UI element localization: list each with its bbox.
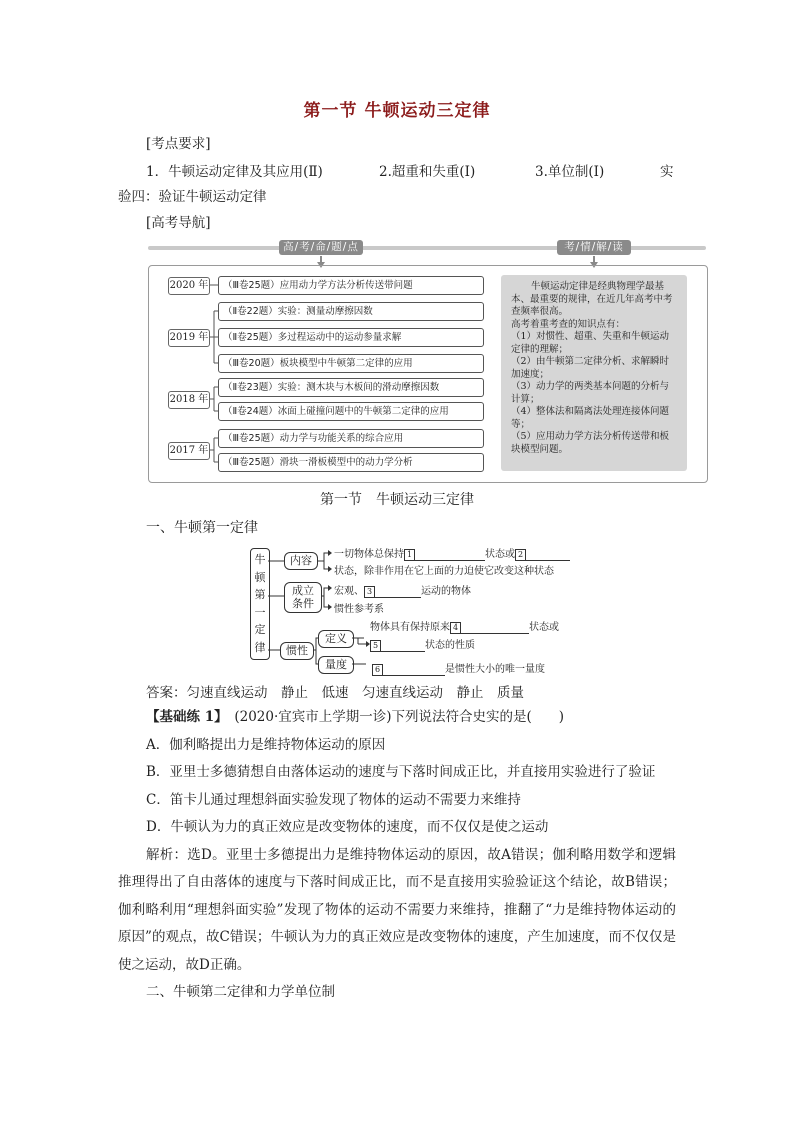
reading-line: （1）对惯性、超重、失重和牛顿运动定律的理解； [511,331,670,355]
node-chengli [284,582,322,613]
option-c: C．笛卡儿通过理想斜面实验发现了物体的运动不需要力来维持 [146,791,521,808]
year-2019: 2019 年 [168,329,210,347]
dingyi-line2 [370,636,475,652]
kaodian-label: [考点要求] [146,136,211,152]
node-guanxing: 惯性 [280,642,314,660]
reading-line: 高考着重考查的知识点有： [511,318,626,330]
exam-item: （Ⅲ卷25题）滑块一滑板模型中的动力学分析 [218,453,484,472]
chengli-text1-end: 运动的物体 [421,586,471,597]
chengli-line2: 惯性参考系 [334,604,384,615]
year-2017: 2017 年 [168,442,210,460]
option-d: D．牛顿认为力的真正效应是改变物体的速度，而不仅仅是使之运动 [146,819,549,835]
practice-question [118,704,676,732]
kaodian-item-1: 1．牛顿运动定律及其应用(Ⅱ) [146,164,323,180]
neirong-text1: 一切物体总保持 [334,549,404,560]
liangdu-text: 是惯性大小的唯一量度 [445,664,545,675]
kaodian-line2: 验四：验证牛顿运动定律 [118,189,267,205]
neirong-line2: 状态，除非作用在它上面的力迫使它改变这种状态 [334,566,554,577]
root-char: 定 [254,623,266,636]
banner-pill-right: 考/情/解/读 [557,240,631,255]
year-2020: 2020 年 [168,277,210,295]
root-char: 顿 [254,570,266,584]
exam-reading-box [501,275,687,471]
answer-line: 答案：匀速直线运动 静止 低速 匀速直线运动 静止 质量 [146,685,524,701]
exam-item: （Ⅱ卷24题）冰面上碰撞问题中的牛顿第二定律的应用 [218,402,484,421]
practice-question-text: (2020·宜宾市上学期一诊)下列说法符合史实的是( ) [220,709,565,725]
reading-line: 牛顿运动定律是经典物理学最基本、最重要的规律，在近几年高考中考查频率很高。 [511,281,673,317]
kaodian-item-3: 3.单位制(Ⅰ) [535,164,605,180]
reading-line: （5）应用动力学方法分析传送带和板块模型问题。 [511,431,670,455]
exam-item: （Ⅱ卷25题）多过程运动中的运动参量求解 [218,328,484,347]
node-liangdu: 量度 [318,656,354,674]
exam-item: （Ⅲ卷25题）应用动力学方法分析传送带问题 [218,276,484,295]
root-char: 牛 [254,553,266,566]
blank-number: 3 [364,586,375,598]
node-chengli-line: 成立 [292,584,314,597]
node-chengli-line: 条件 [292,597,314,610]
neirong-text-mid: 状态或 [485,549,515,560]
blank-line [383,664,445,676]
exam-item: （Ⅱ卷23题）实验：测木块与木板间的滑动摩擦因数 [218,378,484,397]
section-title: 第一节 牛顿运动三定律 [320,492,474,508]
option-a: A．伽利略提出力是维持物体运动的原因 [146,736,386,753]
page-title: 第一节 牛顿运动三定律 [303,101,491,121]
practice-block [118,704,676,1007]
blank-number: 1 [404,549,415,561]
blank-number: 6 [372,664,383,676]
liangdu-line [372,660,545,676]
chengli-text1: 宏观、 [334,586,364,597]
reading-line: （4）整体法和隔离法处理连接体问题等； [511,406,670,430]
exam-item: （Ⅱ卷22题）实验：测量动摩擦因数 [218,302,484,321]
dingyi-text2: 状态的性质 [425,640,475,651]
reading-line: （2）由牛顿第二定律分析、求解瞬时加速度； [511,356,670,380]
diagram-root [250,548,270,660]
chengli-line1 [334,582,471,598]
exam-item: （Ⅲ卷20题）板块模型中牛顿第二定律的应用 [218,354,484,373]
kaodian-item-4: 实 [660,164,674,180]
blank-line [461,622,529,634]
heading-first-law: 一、牛顿第一定律 [146,520,258,536]
blank-line [375,586,421,598]
blank-line [381,640,425,652]
blank-number: 4 [450,622,461,634]
neirong-line1 [334,545,570,561]
dingyi-text1-end: 状态或 [529,622,559,633]
practice-tag: 【基础练 1】 [146,709,221,725]
dingyi-text1: 物体具有保持原来 [370,622,450,633]
gaokao-label: [高考导航] [146,215,211,231]
node-neirong: 内容 [284,552,318,570]
root-char: 律 [254,640,266,654]
root-char: 一 [254,605,266,619]
blank-line [415,549,485,561]
analysis-paragraph: 解析：选D。亚里士多德提出力是维持物体运动的原因，故A错误；伽利略用数学和逻辑推理得出了自由落体的速度与下落时间成正比，而不是直接用实验验证这个结论，故B错误；伽利略利用“理想斜面实验”发现了物体的运动不需要力来维持，推翻了“力是维持物体运动的原因”的观点，故C错误；牛顿认为力的真正效应是改变物体的速度，产生加速度，而不仅仅是使之运动，故D正确。 [118,846,676,973]
year-2018: 2018 年 [168,391,210,409]
option-b: B．亚里士多德猜想自由落体运动的速度与下落时间成正比，并直接用实验进行了验证 [146,764,656,780]
blank-number: 5 [370,640,381,652]
exam-item: （Ⅲ卷25题）动力学与功能关系的综合应用 [218,429,484,448]
node-dingyi: 定义 [318,630,354,648]
root-char: 第 [254,588,266,601]
blank-number: 2 [515,549,526,561]
reading-line: （3）动力学的两类基本问题的分析与计算； [511,381,670,405]
blank-line [526,549,570,561]
dingyi-arrows [352,628,372,672]
heading-second-law: 二、牛顿第二定律和力学单位制 [146,984,335,1000]
banner-pill-left: 高/考/命/题/点 [279,240,363,255]
dingyi-line1 [370,618,559,634]
kaodian-item-2: 2.超重和失重(Ⅰ) [379,164,476,180]
